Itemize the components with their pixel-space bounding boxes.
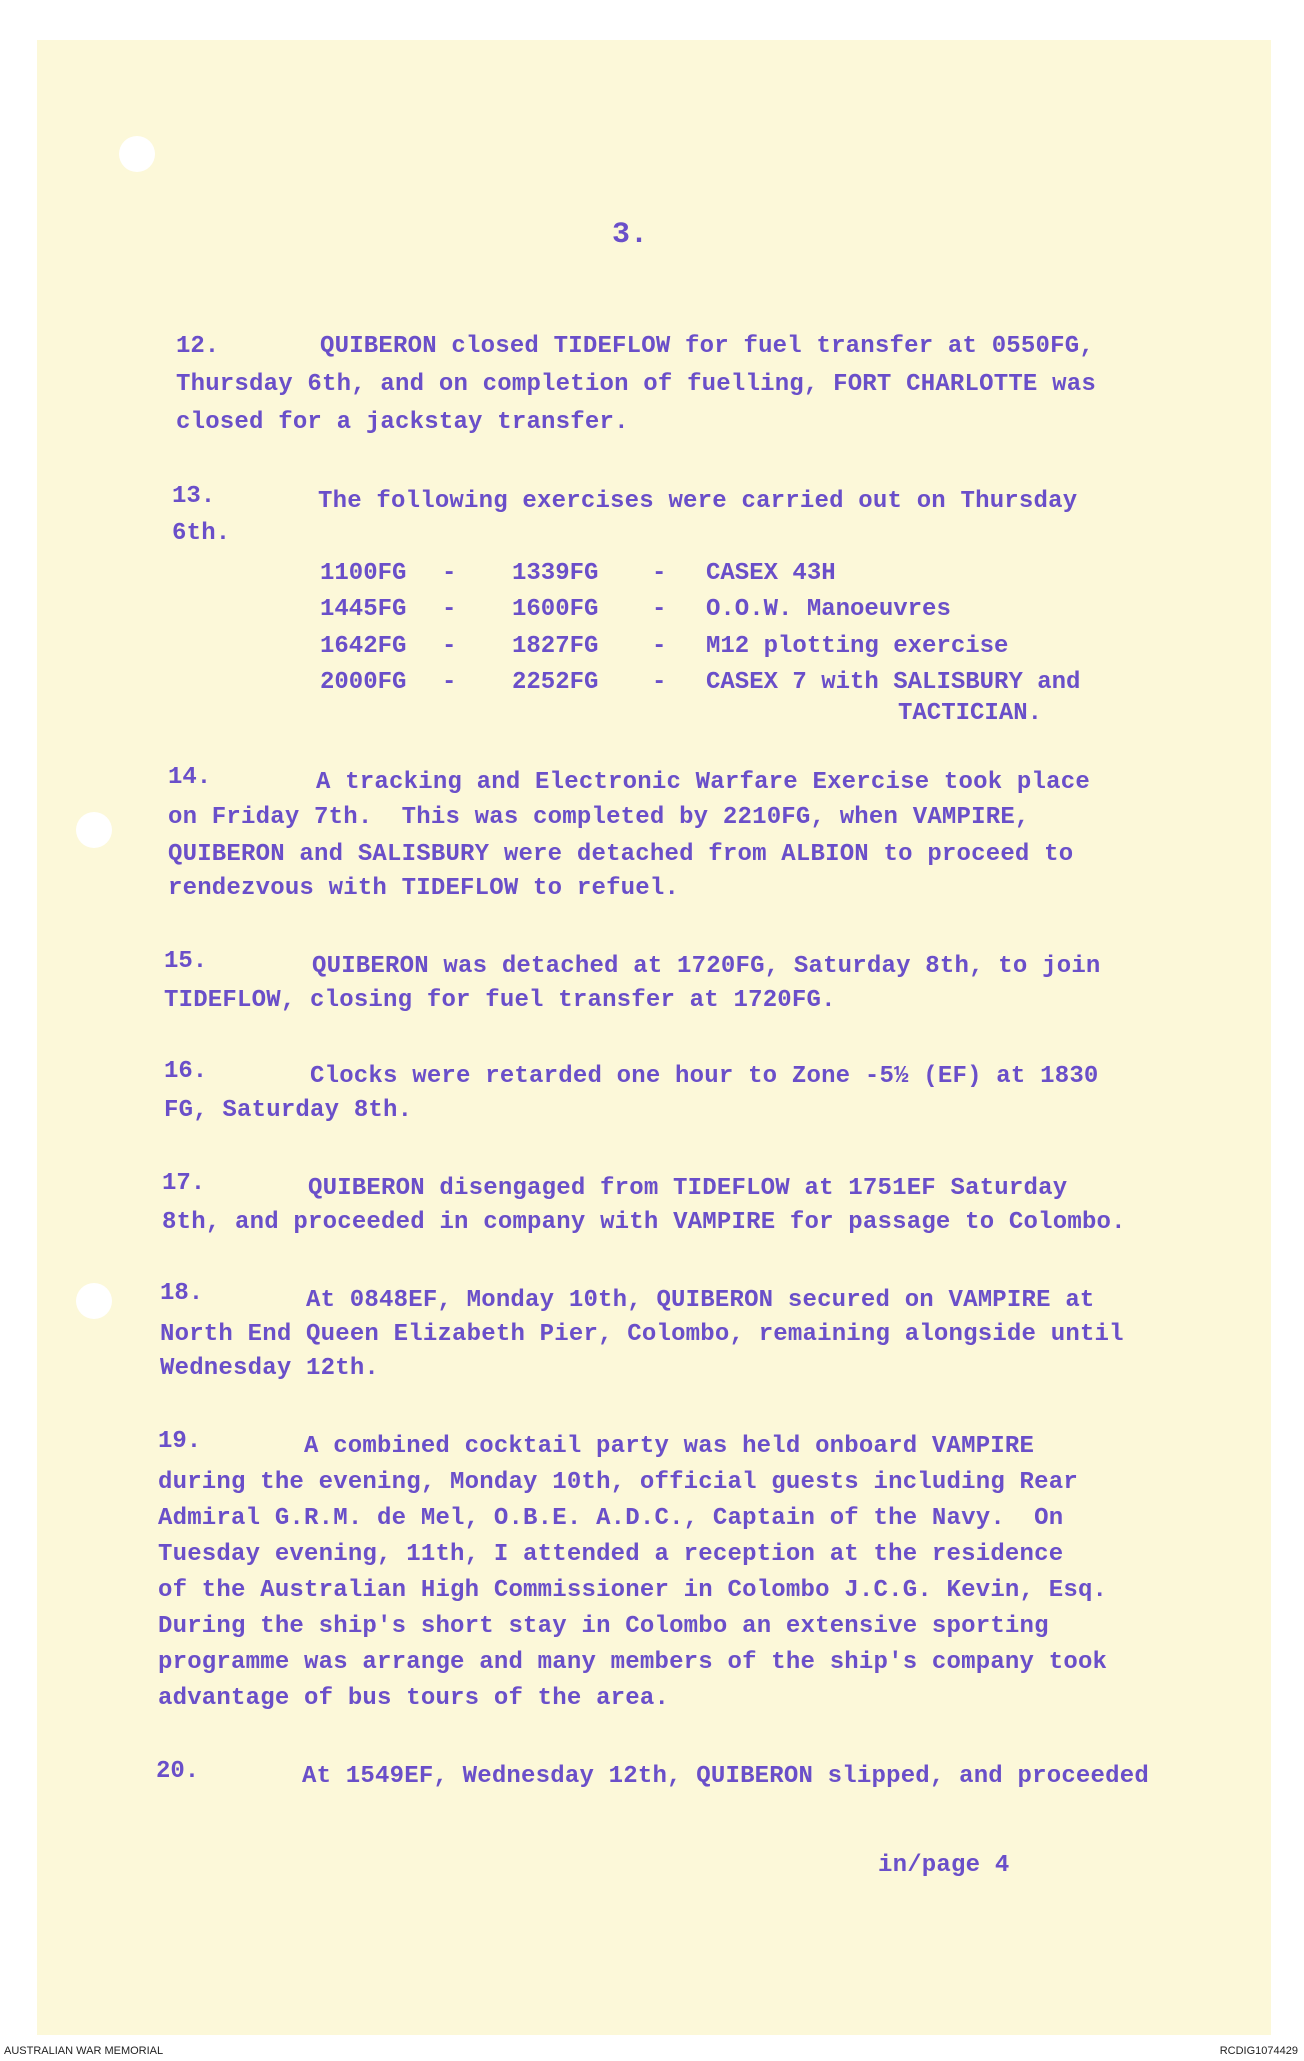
continuation-note: in/page 4 bbox=[878, 1852, 1010, 1879]
exercise-start: 1445FG bbox=[320, 596, 407, 623]
exercise-dash: - bbox=[652, 633, 667, 660]
exercise-name: CASEX 7 with SALISBURY and bbox=[706, 669, 1081, 696]
footer-id: RCDIG1074429 bbox=[1219, 2045, 1298, 2057]
exercise-dash: - bbox=[442, 596, 457, 623]
exercise-end: 2252FG bbox=[512, 669, 599, 696]
paragraph-line: QUIBERON closed TIDEFLOW for fuel transfer at 0550FG, bbox=[320, 333, 1094, 360]
exercise-continuation: TACTICIAN. bbox=[898, 700, 1043, 727]
paragraph-line: during the evening, Monday 10th, official guests including Rear bbox=[158, 1469, 1078, 1496]
paragraph-number: 19. bbox=[158, 1428, 202, 1455]
paragraph-line: At 0848EF, Monday 10th, QUIBERON secured on VAMPIRE at bbox=[306, 1287, 1095, 1314]
exercise-dash: - bbox=[442, 633, 457, 660]
exercise-name: M12 plotting exercise bbox=[706, 633, 1009, 660]
paragraph-number: 17. bbox=[162, 1170, 206, 1197]
paragraph-number: 20. bbox=[156, 1758, 200, 1785]
paragraph-line: Clocks were retarded one hour to Zone -5½ (EF) at 1830 bbox=[310, 1063, 1099, 1090]
footer-source: AUSTRALIAN WAR MEMORIAL bbox=[4, 2045, 164, 2057]
exercise-end: 1827FG bbox=[512, 633, 599, 660]
paragraph-line: QUIBERON and SALISBURY were detached from ALBION to proceed to bbox=[168, 841, 1074, 868]
paragraph-line: programme was arrange and many members of the ship's company took bbox=[158, 1649, 1108, 1676]
exercise-start: 1642FG bbox=[320, 633, 407, 660]
paragraph-line: 8th, and proceeded in company with VAMPIRE for passage to Colombo. bbox=[162, 1209, 1126, 1236]
exercise-dash: - bbox=[652, 669, 667, 696]
exercise-name: CASEX 43H bbox=[706, 560, 836, 587]
paragraph-line: Wednesday 12th. bbox=[160, 1355, 380, 1382]
exercise-start: 2000FG bbox=[320, 669, 407, 696]
exercise-dash: - bbox=[652, 560, 667, 587]
exercise-end: 1339FG bbox=[512, 560, 599, 587]
paragraph-line: Thursday 6th, and on completion of fuelling, FORT CHARLOTTE was bbox=[176, 371, 1096, 398]
paragraph-number: 15. bbox=[164, 948, 208, 975]
exercise-dash: - bbox=[442, 560, 457, 587]
paragraph-number: 12. bbox=[176, 333, 220, 360]
paragraph-line: of the Australian High Commissioner in Colombo J.C.G. Kevin, Esq. bbox=[158, 1577, 1108, 1604]
exercise-dash: - bbox=[652, 596, 667, 623]
paragraph-line: A tracking and Electronic Warfare Exercise took place bbox=[316, 769, 1090, 796]
exercise-dash: - bbox=[442, 669, 457, 696]
exercise-name: O.O.W. Manoeuvres bbox=[706, 596, 951, 623]
paragraph-line: on Friday 7th. This was completed by 2210FG, when VAMPIRE, bbox=[168, 804, 1030, 831]
paragraph-line: QUIBERON was detached at 1720FG, Saturday 8th, to join bbox=[312, 953, 1101, 980]
punch-hole bbox=[76, 812, 112, 848]
page-number: 3. bbox=[612, 218, 649, 252]
paragraph-line: TIDEFLOW, closing for fuel transfer at 1720FG. bbox=[164, 987, 836, 1014]
punch-hole bbox=[76, 1283, 112, 1319]
exercise-start: 1100FG bbox=[320, 560, 407, 587]
paragraph-line: North End Queen Elizabeth Pier, Colombo, remaining alongside until bbox=[160, 1321, 1124, 1348]
paragraph-line: advantage of bus tours of the area. bbox=[158, 1685, 670, 1712]
paragraph-number: 14. bbox=[168, 764, 212, 791]
paragraph-line: FG, Saturday 8th. bbox=[164, 1097, 413, 1124]
paragraph-line: rendezvous with TIDEFLOW to refuel. bbox=[168, 875, 680, 902]
paragraph-line: Tuesday evening, 11th, I attended a reception at the residence bbox=[158, 1541, 1064, 1568]
paragraph-line: At 1549EF, Wednesday 12th, QUIBERON slipped, and proceeded bbox=[302, 1763, 1149, 1790]
paragraph-line: 6th. bbox=[172, 520, 231, 547]
punch-hole bbox=[119, 136, 155, 172]
paragraph-line: closed for a jackstay transfer. bbox=[176, 409, 629, 436]
exercise-end: 1600FG bbox=[512, 596, 599, 623]
paragraph-number: 18. bbox=[160, 1280, 204, 1307]
paragraph-line: QUIBERON disengaged from TIDEFLOW at 1751EF Saturday bbox=[308, 1175, 1068, 1202]
paragraph-line: During the ship's short stay in Colombo an extensive sporting bbox=[158, 1613, 1049, 1640]
paragraph-line: The following exercises were carried out on Thursday bbox=[318, 488, 1078, 515]
paragraph-line: A combined cocktail party was held onboard VAMPIRE bbox=[304, 1433, 1035, 1460]
paragraph-number: 13. bbox=[172, 483, 216, 510]
paragraph-line: Admiral G.R.M. de Mel, O.B.E. A.D.C., Captain of the Navy. On bbox=[158, 1505, 1064, 1532]
paragraph-number: 16. bbox=[164, 1058, 208, 1085]
